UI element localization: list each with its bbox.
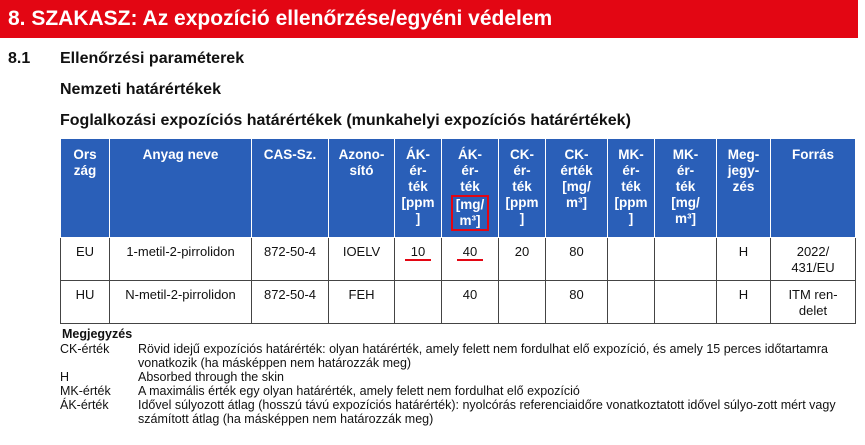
cell-ak-mg: [442, 238, 499, 281]
col-header-mk-ppm: MK- ér- ték [ppm ]: [608, 139, 655, 238]
note-item: [60, 384, 853, 398]
underlined-value: 40: [457, 244, 483, 261]
table-row: [61, 238, 856, 281]
cell-ak-mg: 40: [442, 281, 499, 324]
cell-identifier: IOELV: [329, 238, 395, 281]
occupational-limits-heading: Foglalkozási expozíciós határértékek (munkahelyi expozíciós határértékek): [60, 112, 631, 129]
cell-mk-mg: [655, 238, 717, 281]
section-title: 8. SZAKASZ: Az expozíció ellenőrzése/egyéni védelem: [8, 7, 553, 30]
cell-note: H: [717, 238, 771, 281]
cell-cas: 872-50-4: [252, 238, 329, 281]
note-item: [60, 370, 853, 384]
exposure-limits-table: [60, 138, 856, 324]
cell-source: ITM ren- delet: [771, 281, 856, 324]
cell-mk-mg: [655, 281, 717, 324]
note-key: CK-érték: [60, 342, 110, 356]
highlight-box: [mg/ m³]: [451, 195, 490, 231]
col-header-note: Meg- jegy- zés: [717, 139, 771, 238]
cell-note: H: [717, 281, 771, 324]
note-key: H: [60, 370, 70, 384]
note-key: ÁK-érték: [60, 398, 109, 412]
table-header-row: [61, 139, 856, 238]
national-limits-heading: Nemzeti határértékek: [60, 81, 221, 98]
col-header-ak-ppm: ÁK- ér- ték [ppm ]: [395, 139, 442, 238]
cell-country: HU: [61, 281, 110, 324]
cell-ck-mg: 80: [546, 281, 608, 324]
table-row: [61, 281, 856, 324]
cell-ak-ppm: [395, 281, 442, 324]
note-key: MK-érték: [60, 384, 111, 398]
section-title-bar: [0, 0, 858, 38]
col-header-country: Ors zág: [61, 139, 110, 238]
cell-mk-ppm: [608, 238, 655, 281]
note-item: [60, 342, 853, 370]
col-header-mk-mg: MK- ér- ték [mg/ m³]: [655, 139, 717, 238]
cell-country: EU: [61, 238, 110, 281]
note-value: Rövid idejű expozíciós határérték: olyan határérték, amely felett nem fordulhat elő expozíció, és amely 15 perces időtartamra vonatkozik (ha másképpen nem határozzák meg): [138, 342, 828, 370]
cell-ak-ppm: [395, 238, 442, 281]
cell-ck-mg: 80: [546, 238, 608, 281]
cell-substance: 1-metil-2-pirrolidon: [110, 238, 252, 281]
notes-title: Megjegyzés: [62, 327, 133, 341]
col-header-ck-mg: CK- érték [mg/ m³]: [546, 139, 608, 238]
col-header-identifier: Azono- sító: [329, 139, 395, 238]
cell-ck-ppm: 20: [499, 238, 546, 281]
col-header-ak-mg: ÁK- ér- ték [mg/ m³]: [442, 139, 499, 238]
underlined-value: 10: [405, 244, 431, 261]
note-value: Idővel súlyozott átlag (hosszú távú expozíciós határérték): nyolcórás referenciaidőre vonatkoztatott idővel súlyo-zott mért vagy számított átlag (ha másképpen nem határozzák meg): [138, 398, 836, 426]
subsection-number: 8.1: [8, 50, 31, 67]
col-header-ck-ppm: CK- ér- ték [ppm ]: [499, 139, 546, 238]
note-value: A maximális érték egy olyan határérték, amely felett nem fordulhat elő expozíció: [138, 384, 580, 398]
col-header-cas: CAS-Sz.: [252, 139, 329, 238]
cell-identifier: FEH: [329, 281, 395, 324]
cell-substance: N-metil-2-pirrolidon: [110, 281, 252, 324]
cell-source: 2022/ 431/EU: [771, 238, 856, 281]
note-value: Absorbed through the skin: [138, 370, 284, 384]
col-header-source: Forrás: [771, 139, 856, 238]
notes-section: [60, 327, 853, 426]
note-item: [60, 398, 853, 426]
cell-ck-ppm: [499, 281, 546, 324]
cell-mk-ppm: [608, 281, 655, 324]
col-header-substance: Anyag neve: [110, 139, 252, 238]
subsection-title: Ellenőrzési paraméterek: [60, 50, 245, 67]
cell-cas: 872-50-4: [252, 281, 329, 324]
